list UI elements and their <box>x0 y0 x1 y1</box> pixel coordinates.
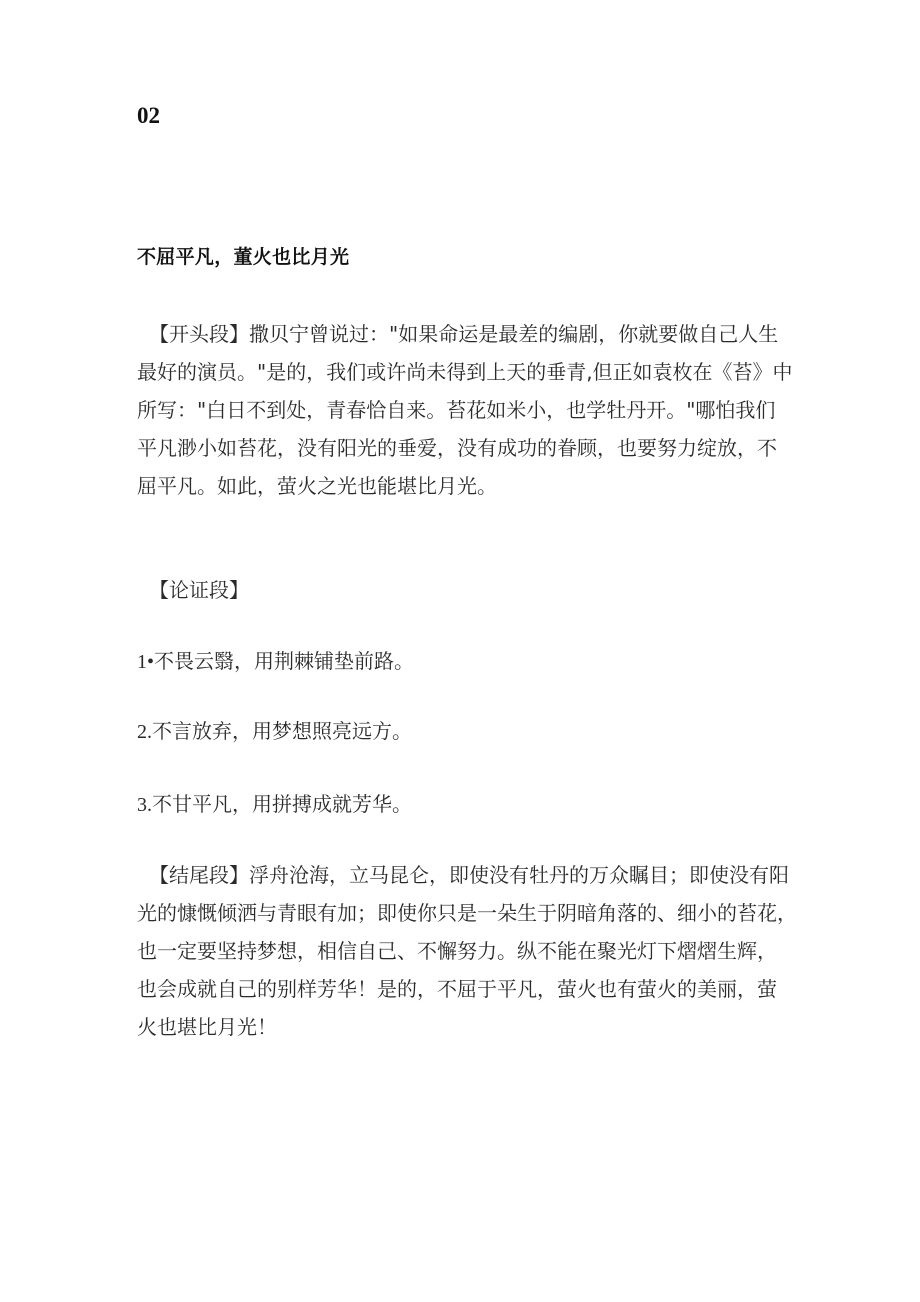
closing-line: 也会成就自己的别样芳华！是的，不屈于平凡，萤火也有萤火的美丽，萤 <box>137 977 777 1001</box>
opening-line: 屈平凡。如此，萤火之光也能堪比月光。 <box>137 474 497 498</box>
essay-title: 不屈平凡，董火也比月光 <box>137 246 350 268</box>
opening-paragraph <box>137 315 797 505</box>
point-item <box>137 642 797 681</box>
point-item <box>137 712 797 751</box>
point-number: 2. <box>137 721 152 743</box>
point-number: 1• <box>137 651 155 673</box>
closing-line: 也一定要坚持梦想，相信自己、不懈努力。纵不能在聚光灯下熠熠生辉， <box>137 939 777 963</box>
point-item <box>137 785 797 824</box>
closing-line: 光的慷慨倾洒与青眼有加；即使你只是一朵生于阴暗角落的、细小的苔花， <box>137 901 797 925</box>
argument-heading: 【论证段】 <box>149 578 249 602</box>
point-text: 不畏云翳，用荆棘铺垫前路。 <box>154 649 415 673</box>
closing-line: 【结尾段】浮舟沧海，立马昆仑，即使没有牡丹的万众瞩目；即使没有阳 <box>149 863 789 887</box>
section-number: 02 <box>137 103 160 128</box>
closing-line: 火也堪比月光！ <box>137 1015 277 1039</box>
point-text: 不言放弃，用梦想照亮远方。 <box>152 719 412 743</box>
point-text: 不甘平凡，用拼搏成就芳华。 <box>152 792 412 816</box>
closing-paragraph <box>137 856 797 1046</box>
opening-line: 【开头段】撒贝宁曾说过："如果命运是最差的编剧，你就要做自己人生 <box>149 322 779 346</box>
opening-line: 平凡渺小如苔花，没有阳光的垂爱，没有成功的眷顾，也要努力绽放，不 <box>137 436 777 460</box>
point-number: 3. <box>137 794 152 816</box>
opening-line: 所写："白日不到处，青春恰自来。苔花如米小，也学牡丹开。"哪怕我们 <box>137 398 776 422</box>
opening-line: 最好的演员。"是的，我们或许尚未得到上天的垂青,但正如袁枚在《苔》中 <box>137 360 793 384</box>
